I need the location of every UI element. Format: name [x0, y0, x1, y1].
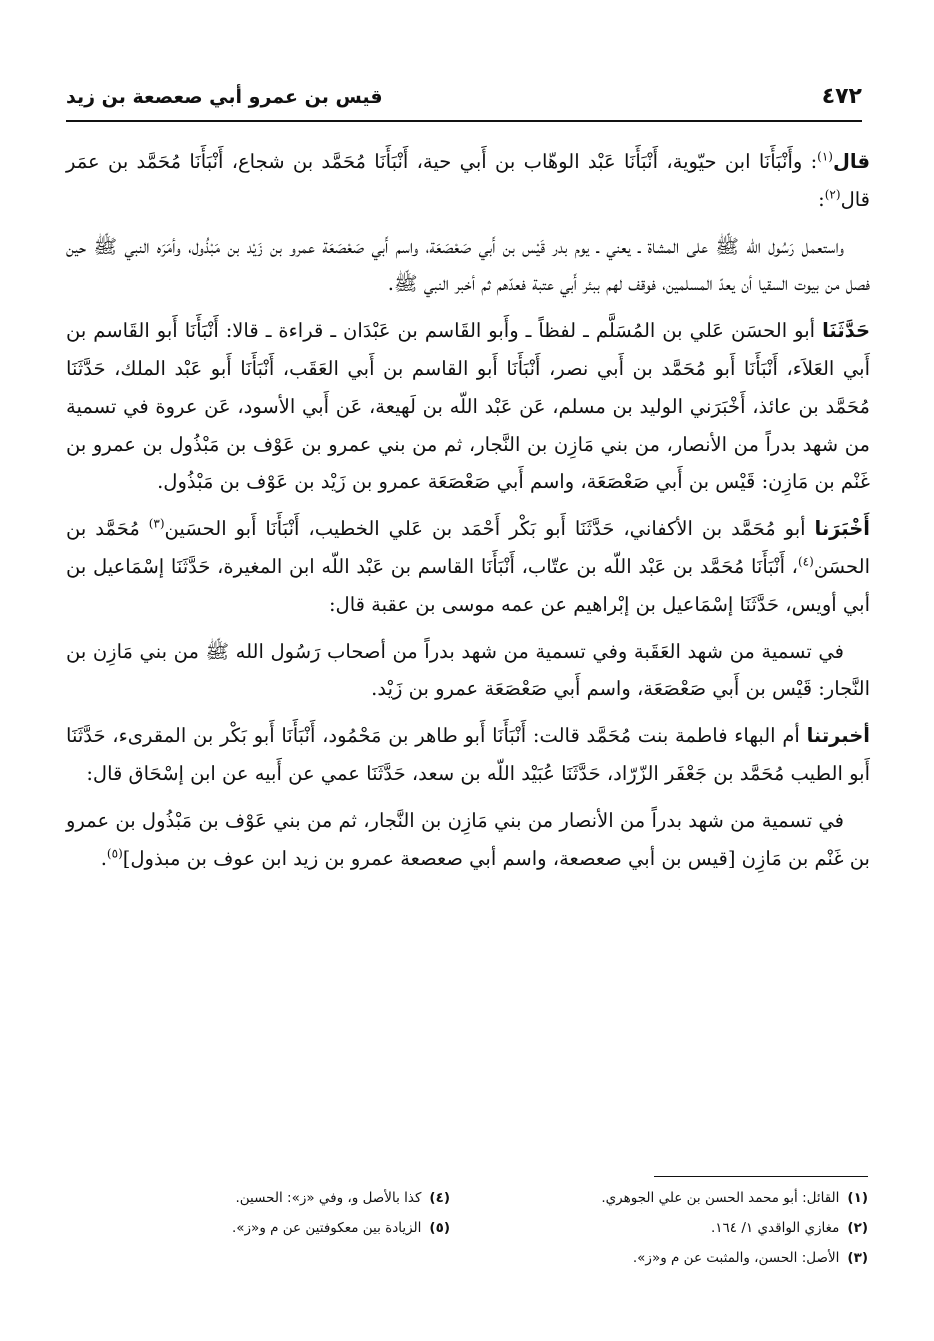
page-header: [66, 74, 862, 122]
footnote-number: (٢): [847, 1220, 868, 1236]
footnote-reference: (٢): [824, 187, 841, 202]
paragraph-lead-word: أخبرتنا: [806, 724, 870, 748]
paragraph: [66, 510, 870, 623]
paragraph-text: في تسمية من شهد العَقَبة وفي تسمية من شهد بدراً من أصحاب رَسُول الله ﷺ من بني مَازِن بن النَّجار: قَيْس بن أَبي صَعْصَعَة، واسم أَبي صَعْصَعَة عمرو بن زَيْد.: [66, 639, 870, 701]
paragraph-text: في تسمية من شهد بدراً من الأنصار من بني مَازِن بن النَّجار، ثم من بني عَوْف بن مَبْذُول بن عمرو بن غَنْم بن مَازِن [قيس بن أبي صعصعة، واسم أبي صعصعة عمرو بن زيد ابن عوف بن مبذول]: [66, 808, 870, 870]
paragraph-text: أبو الحسَن عَلي بن المُسَلَّم ـ لفظاً ـ وأَبو القَاسم بن عَبْدَان ـ قراءة ـ قالا: أَنْبَأَنَا أَبو القَاسم بن أَبي العَلاَء، أَنْبَأَنَا أَبو مُحَمَّد بن أَبي نصر، أَنْبَأَنَا أَبو القاسم بن أَبي العَقَب، أَنْبَأَنَا أَبو عَبْد الملك، حَدَّثَنَا مُحَمَّد بن عائذ، أَخْبَرَني الوليد بن مسلم، عَن عَبْد اللّه بن لَهيعة، عَن أَبي الأسود، عَن عروة في تسمية من شهد بدراً من الأنصار، من بني مَازِن بن النَّجار، ثم من بني عمرو بن عَوْف بن مَبْذُول بن عمرو بن غَنْم بن مَازِن: قَيْس بن أَبي صَعْصَعَة، واسم أَبي صَعْصَعَة عمرو بن زَيْد بن عَوْف بن مَبْذُول.: [66, 319, 870, 494]
paragraph-text: أم البهاء فاطمة بنت مُحَمَّد قالت: أَنْبَأَنَا أَبو طاهر بن مَحْمُود، أَنْبَأَنَا أَبو بَكْر بن المقرىء، حَدَّثَنَا أَبو الطيب مُحَمَّد بن جَعْفَر الزّرّاد، حَدَّثَنَا عُبَيْد اللّه بن سعد، حَدَّثَنَا عمي عن أَبيه عن ابن إسْحَاق قال:: [66, 724, 870, 785]
paragraph: [66, 143, 870, 219]
footnote-reference: (٣): [148, 516, 165, 531]
footnote-reference: (٤): [797, 554, 814, 569]
footnote-3: [633, 1250, 868, 1266]
paragraph-text: مُحَمَّد بن الحسَن: [66, 517, 870, 578]
paragraph-text: أبو مُحَمَّد بن الأكفاني، حَدَّثَنَا أَبو بَكْر أَحْمَد بن عَلي الخطيب، أَنْبَأَنَا أَبو الحسَين: [164, 517, 815, 541]
paragraph-text: واستعمل رَسُول الله ﷺ على المشاة ـ يعني ـ يوم بدر قَيْس بن أَبي صَعْصَعَة، واسم أَبي صَعْصَعَة عمرو بن زَيْد بن مَبْذُول، وأمَرَه النبي ﷺ حين فصل من بيوت السقيا أن يعدّ المسلمين، فوقف لهم ببئر أَبي عتبة فعدّهم ثم أخبر النبي ﷺ.: [66, 234, 870, 296]
footnote-5: [232, 1220, 450, 1236]
footnote-number: (٣): [847, 1250, 868, 1266]
page-number: ٤٧٢: [821, 84, 862, 109]
paragraph: [66, 717, 870, 793]
footnote-text: الأصل: الحسن، والمثبت عن م و«ز».: [632, 1250, 840, 1266]
footnotes: [66, 1186, 868, 1286]
footnote-number: (٤): [429, 1190, 450, 1206]
footnote-text: مغازي الواقدي ١/ ١٦٤.: [711, 1220, 840, 1236]
footnote-text: كذا بالأصل و، وفي «ز»: الحسين.: [235, 1190, 422, 1206]
footnote-4: [235, 1190, 450, 1206]
paragraph: [66, 802, 870, 878]
footnote-number: (١): [847, 1190, 868, 1206]
paragraph: [66, 228, 870, 304]
footnote-reference: (١): [817, 149, 833, 164]
paragraph-lead-word: حَدَّثَنَا: [822, 319, 870, 343]
paragraph-lead-word: قال: [832, 150, 870, 173]
paragraph-text: ، أَنْبَأَنَا مُحَمَّد بن عَبْد اللّه بن عتّاب، أَنْبَأَنَا القاسم بن عَبْد اللّه ابن المغيرة، حَدَّثَنَا إسْمَاعيل بن أبي أويس، حَدَّثَنَا إسْمَاعيل بن إبْراهيم عن عمه موسى بن عقبة قال:: [66, 554, 870, 616]
footnote-text: القائل: أبو محمد الحسن بن علي الجوهري.: [601, 1190, 840, 1206]
footnote-1: [601, 1190, 868, 1206]
paragraph-text: .: [100, 846, 107, 870]
paragraph-lead-word: أَخْبَرَنا: [814, 517, 870, 541]
paragraph-text: :: [818, 187, 825, 211]
footnote-number: (٥): [429, 1220, 450, 1236]
running-title: قيس بن عمرو أبي صعصعة بن زيد: [66, 86, 383, 108]
paragraph-text: : وأَنْبَأَنَا ابن حيّوية، أَنْبَأَنَا عَبْد الوهّاب بن أَبي حية، أَنْبَأَنَا مُحَمَّد بن شجاع، أَنْبَأَنَا مُحَمَّد بن عمَر قال: [66, 150, 870, 211]
footnote-text: الزيادة بين معكوفتين عن م و«ز».: [231, 1220, 422, 1236]
main-text: [66, 143, 870, 886]
footnote-2: [711, 1220, 868, 1236]
paragraph: [66, 633, 870, 709]
footnote-reference: (٥): [106, 846, 123, 861]
footnote-divider: [654, 1176, 868, 1177]
paragraph: [66, 312, 870, 501]
